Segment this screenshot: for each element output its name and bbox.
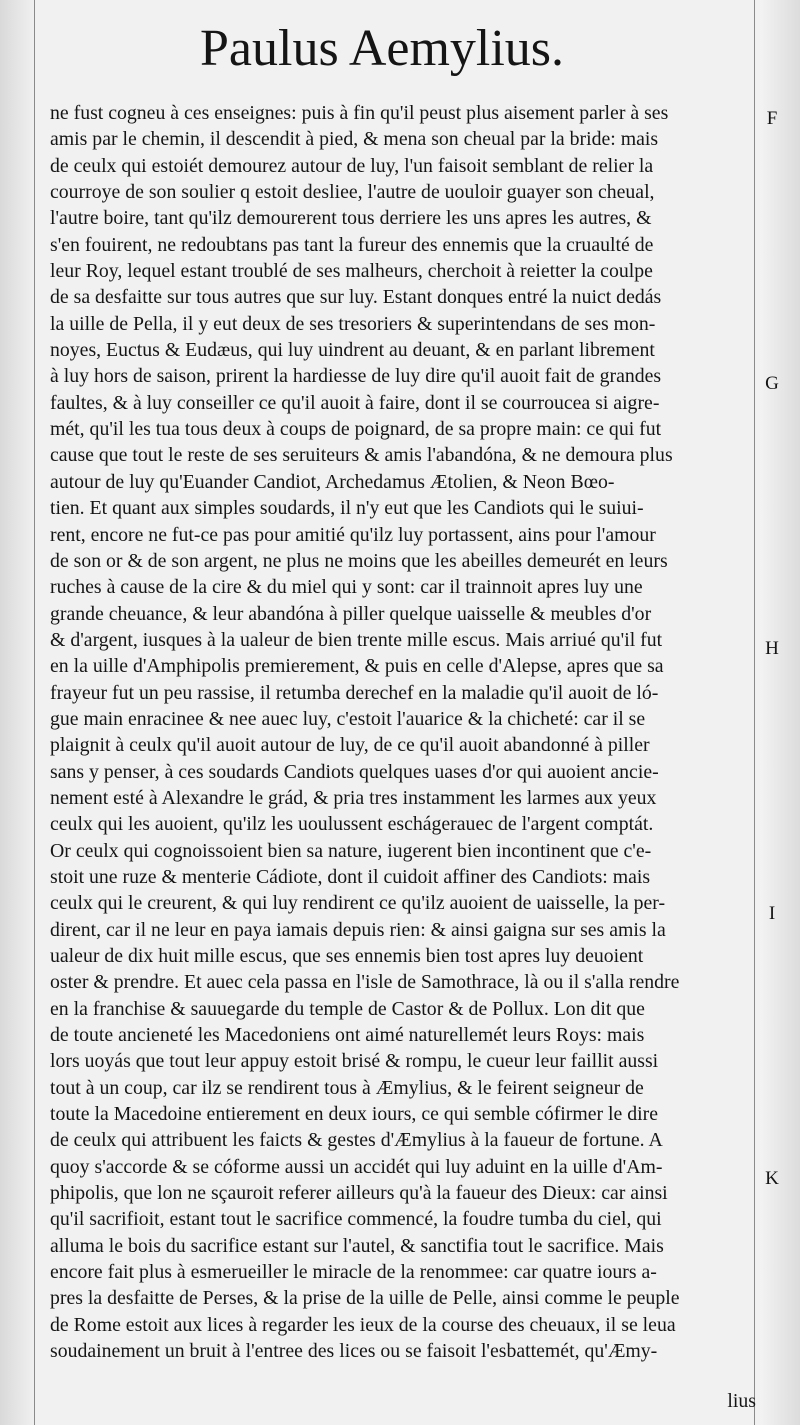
text-line: lors uoyás que tout leur appuy estoit brisé & rompu, le cueur leur faillit aussi — [50, 1050, 659, 1073]
text-line: de ceulx qui attribuent les faicts & gestes d'Æmylius à la faueur de fortune. A — [50, 1129, 663, 1152]
text-line: quoy s'accorde & se cóforme aussi un accidét qui luy aduint en la uille d'Am- — [50, 1155, 663, 1178]
right-frame-rule — [754, 0, 755, 1425]
text-line: frayeur fut un peu rassise, il retumba derechef en la maladie qu'il auoit de ló- — [50, 681, 659, 704]
margin-letter-g: G — [765, 373, 779, 394]
text-line: tout à un coup, car ilz se rendirent tous à Æmylius, & le feirent seigneur de — [50, 1076, 644, 1099]
text-line: alluma le bois du sacrifice estant sur l'autel, & sanctifia tout le sacrifice. Mais — [50, 1234, 664, 1257]
text-line: de toute ancieneté les Macedoniens ont aimé naturellemét leurs Roys: mais — [50, 1024, 645, 1047]
text-line: s'en fouirent, ne redoubtans pas tant la fureur des ennemis que la cruaulté de — [50, 233, 654, 256]
margin-letter-k: K — [765, 1168, 779, 1189]
text-line: gue main enracinee & nee auec luy, c'estoit l'auarice & la chicheté: car il se — [50, 707, 646, 730]
running-title: Paulus Aemylius. — [200, 20, 565, 77]
body-text — [50, 100, 750, 1365]
text-line: nement esté à Alexandre le grád, & pria tres instamment les larmes aux yeux — [50, 786, 657, 809]
text-line: grande cheuance, & leur abandóna à piller quelque uaisselle & meubles d'or — [50, 602, 652, 625]
text-line: ceulx qui les auoient, qu'ilz les uoulussent eschágerauec de l'argent comptát. — [50, 813, 654, 836]
text-line: cause que tout le reste de ses seruiteurs & amis l'abandóna, & ne demoura plus — [50, 444, 673, 467]
text-line: phipolis, que lon ne sçauroit referer ailleurs qu'à la faueur des Dieux: car ainsi — [50, 1182, 668, 1205]
text-line: rent, encore ne fut-ce pas pour amitié qu'ilz luy portassent, ains pour l'amour — [50, 523, 656, 546]
text-line: stoit une ruze & menterie Cádiote, dont il cuidoit affiner des Candiots: mais — [50, 865, 651, 888]
text-line: l'autre boire, tant qu'ilz demourerent tous derriere les uns apres les autres, & — [50, 207, 652, 230]
text-line: de Rome estoit aux lices à regarder les ieux de la course des cheuaux, il se leua — [50, 1313, 676, 1336]
text-line: courroye de son soulier q estoit desliee, l'autre de uouloir guayer son cheual, — [50, 181, 655, 204]
text-line: sans y penser, à ces soudards Candiots quelques uases d'or qui auoient ancie- — [50, 760, 659, 783]
text-line: ceulx qui le creurent, & qui luy rendirent ce qu'ilz auoient de uaisselle, la per- — [50, 892, 666, 915]
margin-letter-f: F — [766, 108, 778, 129]
text-line: mét, qu'il les tua tous deux à coups de poignard, de sa propre main: ce qui fut — [50, 418, 662, 441]
text-line: toute la Macedoine entierement en deux iours, ce qui semble cófirmer le dire — [50, 1103, 659, 1126]
text-line: de ceulx qui estoiét demourez autour de luy, l'un faisoit semblant de relier la — [50, 154, 654, 177]
left-frame-rule — [34, 0, 35, 1425]
text-line: pres la desfaitte de Perses, & la prise de la uille de Pelle, ainsi comme le peuple — [50, 1287, 680, 1310]
text-line: encore fait plus à esmerueiller le miracle de la renommee: car quatre iours a- — [50, 1261, 657, 1284]
text-line: faultes, & à luy conseiller ce qu'il auoit à faire, dont il se courroucea si aigre- — [50, 391, 660, 414]
text-line: en la uille d'Amphipolis premierement, & puis en celle d'Alepse, apres que sa — [50, 655, 664, 678]
margin-letter-i: I — [768, 903, 776, 924]
text-line: & d'argent, iusques à la ualeur de bien trente mille escus. Mais arriué qu'il fut — [50, 628, 663, 651]
text-line: ruches à cause de la cire & du miel qui y sont: car il trainnoit apres luy une — [50, 576, 643, 599]
page-gutter — [0, 0, 34, 1425]
text-line: de sa desfaitte sur tous autres que sur luy. Estant donques entré la nuict dedás — [50, 286, 662, 309]
text-line: autour de luy qu'Euander Candiot, Archedamus Ætolien, & Neon Bœo- — [50, 470, 615, 493]
text-line: ualeur de dix huit mille escus, que ses ennemis bien tost apres luy deuoient — [50, 945, 644, 967]
text-line: de son or & de son argent, ne plus ne moins que les abeilles demeurét en leurs — [50, 549, 668, 572]
text-line: dirent, car il ne leur en paya iamais depuis rien: & ainsi gaigna sur ses amis la — [50, 918, 666, 941]
right-page-edge — [760, 0, 800, 1425]
text-line: à luy hors de saison, prirent la hardiesse de luy dire qu'il auoit fait de grandes — [50, 365, 662, 388]
catchword: lius — [727, 1390, 756, 1412]
margin-letter-h: H — [765, 638, 779, 659]
text-line: la uille de Pella, il y eut deux de ses tresoriers & superintendans de ses mon- — [50, 312, 656, 335]
text-line: noyes, Euctus & Eudæus, qui luy uindrent au deuant, & en parlant librement — [50, 339, 655, 362]
text-line: en la franchise & sauuegarde du temple de Castor & de Pollux. Lon dit que — [50, 997, 645, 1020]
text-line: oster & prendre. Et auec cela passa en l'isle de Samothrace, là ou il s'alla rendre — [50, 971, 680, 994]
text-line: tien. Et quant aux simples soudards, il n'y eut que les Candiots qui le suiui- — [50, 497, 644, 520]
text-line: soudainement un bruit à l'entree des lices ou se faisoit l'esbattemét, qu'Æmy- — [50, 1340, 658, 1363]
text-line: plaignit à ceulx qu'il auoit autour de luy, de ce qu'il auoit abandonné à piller — [50, 734, 650, 757]
text-line: ne fust cogneu à ces enseignes: puis à fin qu'il peust plus aisement parler à ses — [50, 102, 669, 124]
text-line: Or ceulx qui cognoissoient bien sa nature, iugerent bien incontinent que c'e- — [50, 839, 652, 862]
text-line: qu'il sacrifioit, estant tout le sacrifice commencé, la foudre tumba du ciel, qui — [50, 1208, 662, 1231]
text-line: amis par le chemin, il descendit à pied, & mena son cheual par la bride: mais — [50, 128, 659, 151]
text-line: leur Roy, lequel estant troublé de ses malheurs, cherchoit à reietter la coulpe — [50, 260, 653, 283]
